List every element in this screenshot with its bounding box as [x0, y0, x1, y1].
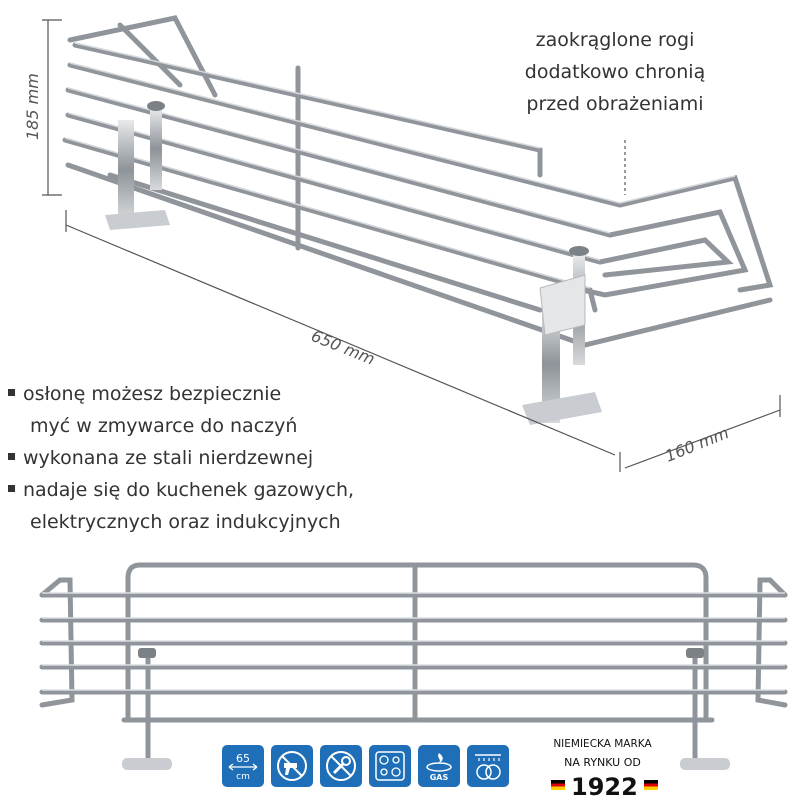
- dishwasher-safe-icon: [467, 745, 509, 787]
- note-line-2: dodatkowo chronią: [524, 61, 706, 83]
- feature-text: nadaje się do kuchenek gazowych,: [23, 479, 355, 501]
- brand-badge: [545, 738, 660, 801]
- size-value: 65: [236, 752, 250, 765]
- gas-hob-icon: [418, 745, 460, 787]
- no-tools-icon: [320, 745, 362, 787]
- length-dimension-label: 650 mm: [308, 326, 378, 369]
- gas-label: GAS: [429, 773, 449, 782]
- no-drill-icon: [271, 745, 313, 787]
- induction-hob-icon: [369, 745, 411, 787]
- note-line-3: przed obrażeniami: [526, 93, 704, 115]
- size-65cm-icon: [222, 745, 264, 787]
- feature-text: myć w zmywarce do naczyń: [30, 415, 298, 437]
- brand-line-2: NA RYNKU OD: [564, 756, 641, 769]
- brand-line-1: NIEMIECKA MARKA: [553, 738, 652, 750]
- brand-year: 1922: [571, 773, 638, 801]
- brand-year-row: [545, 773, 660, 801]
- size-unit: cm: [236, 772, 250, 782]
- feature-text: elektrycznych oraz indukcyjnych: [30, 511, 341, 533]
- german-flag-icon: [551, 780, 565, 790]
- feature-text: osłonę możesz bezpiecznie: [23, 383, 282, 405]
- note-line-1: zaokrąglone rogi: [535, 29, 695, 51]
- german-flag-icon: [644, 780, 658, 790]
- feature-icons: [222, 745, 509, 787]
- feature-text: wykonana ze stali nierdzewnej: [23, 447, 314, 469]
- height-dimension-label: 185 mm: [23, 73, 42, 140]
- depth-dimension-label: 160 mm: [662, 423, 732, 466]
